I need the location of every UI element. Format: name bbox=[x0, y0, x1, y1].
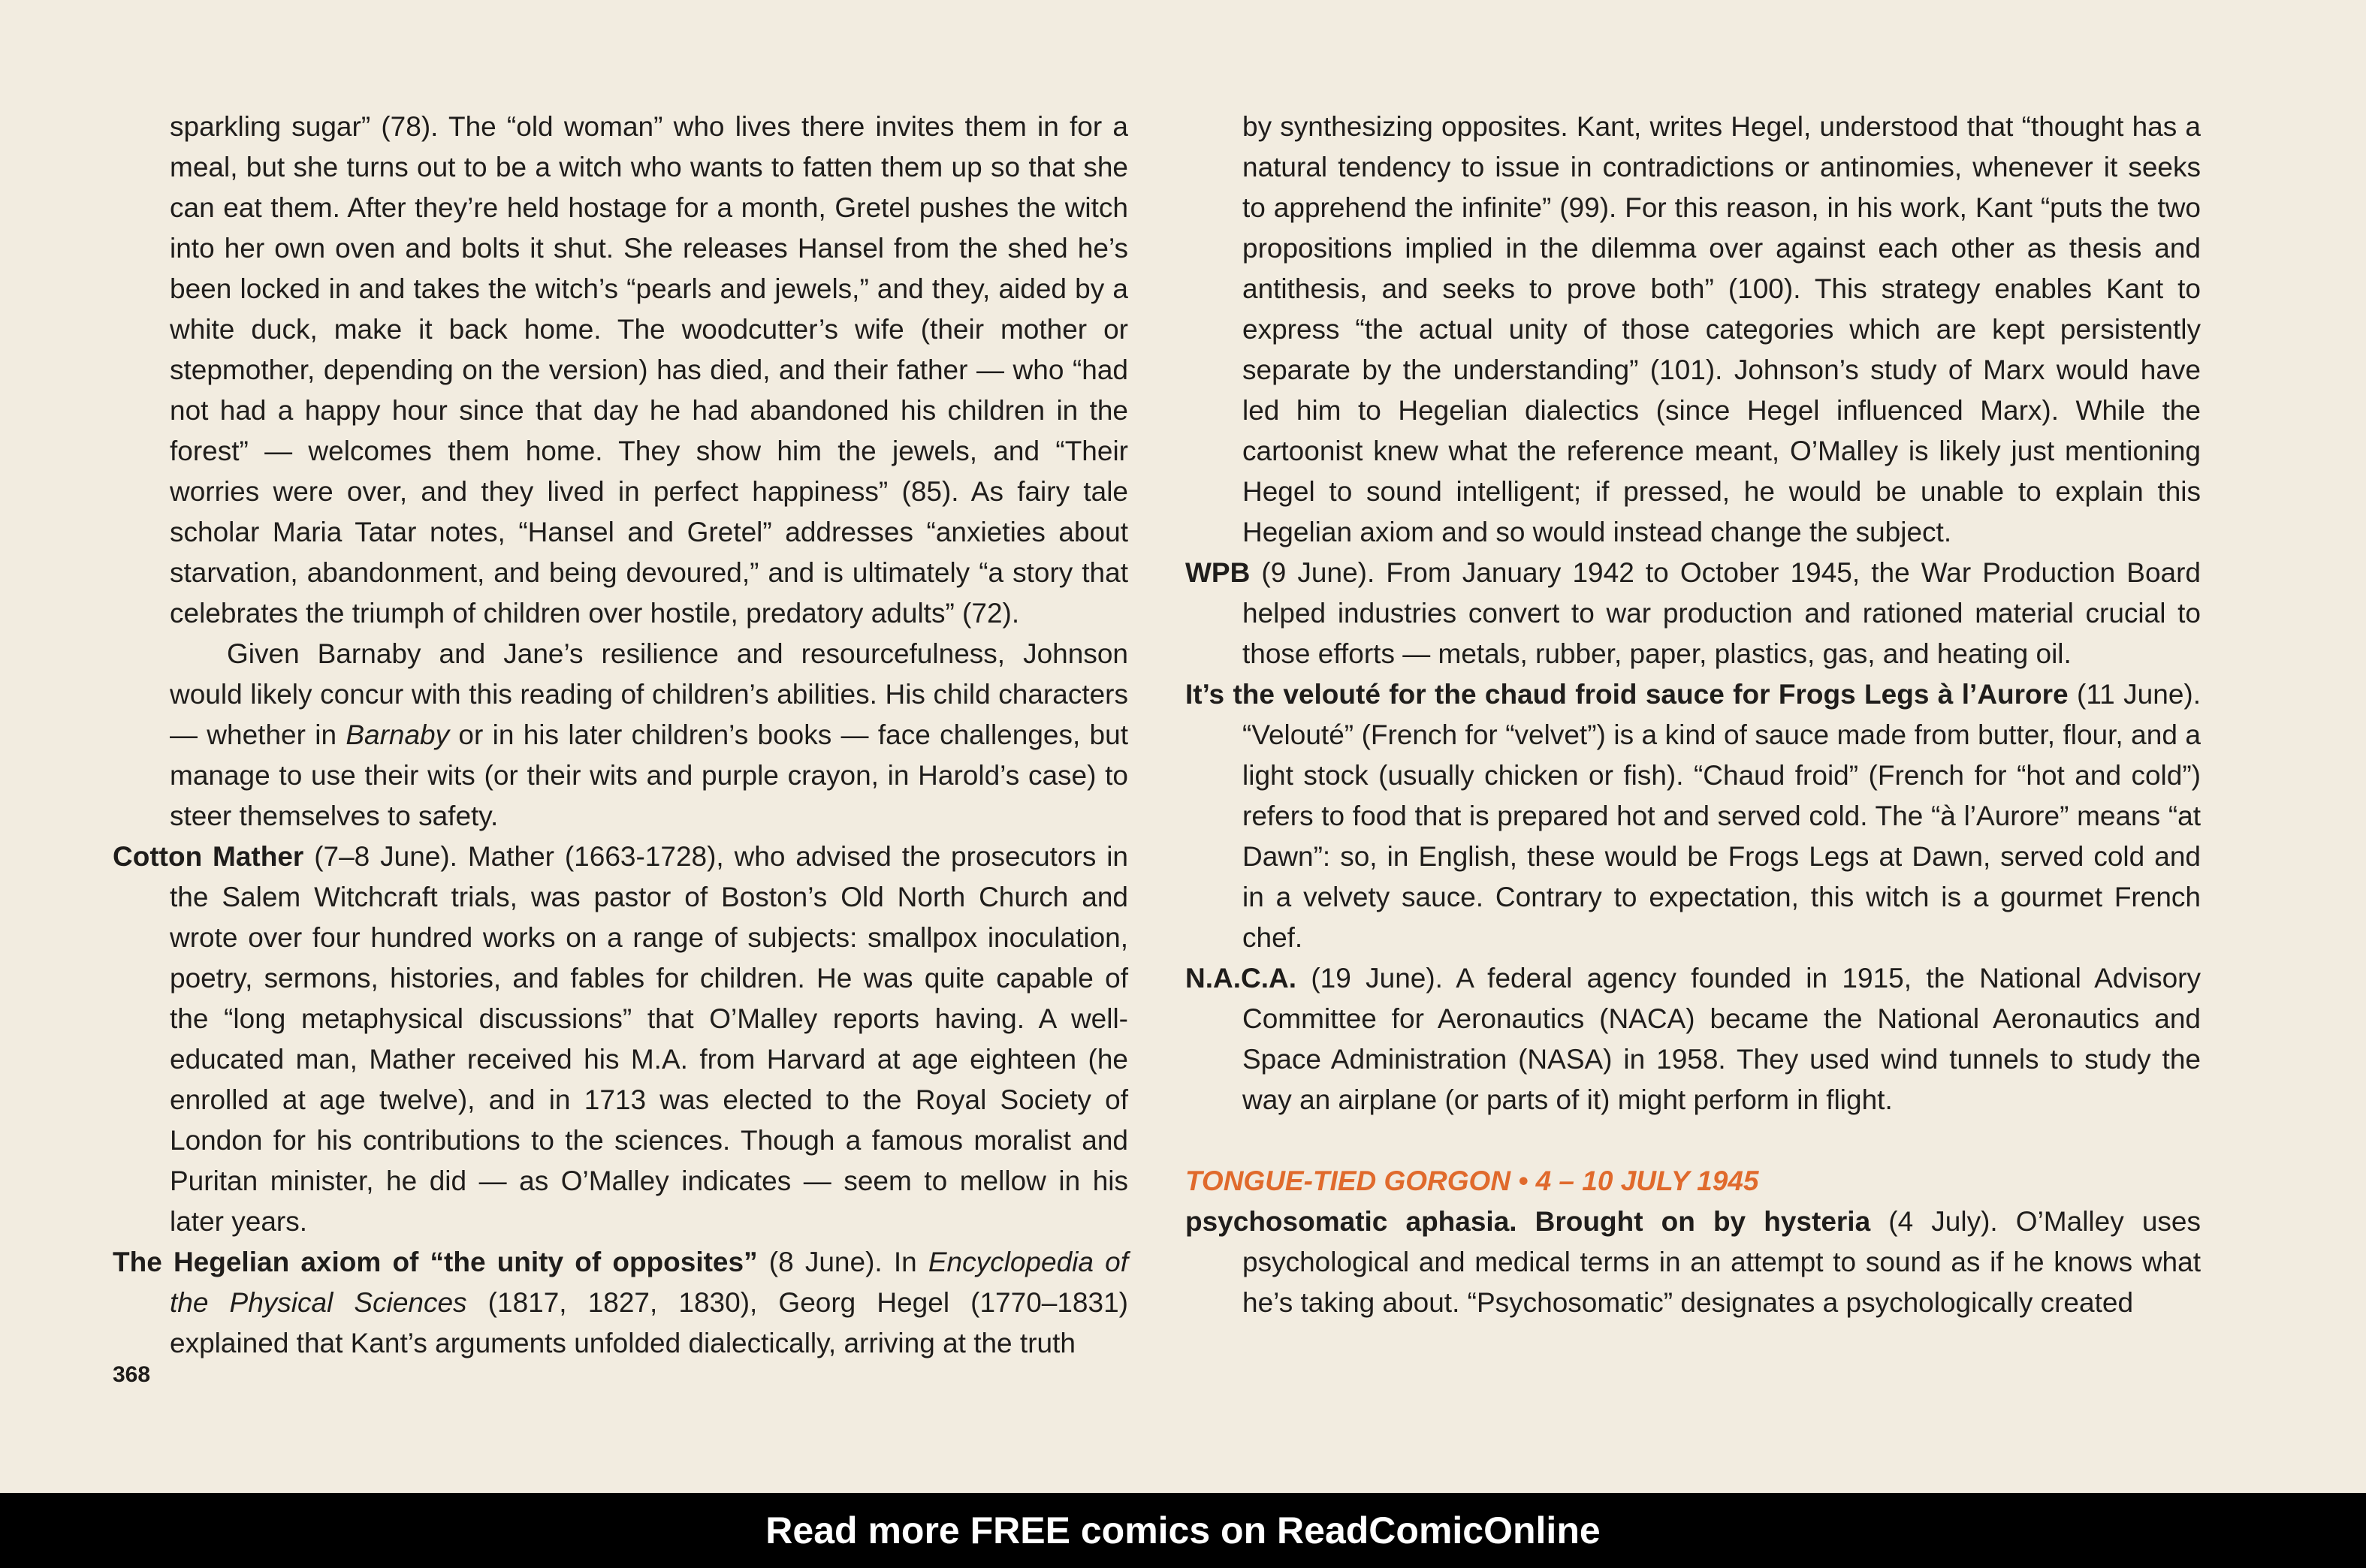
entry-term: It’s the velouté for the chaud froid sauce for Frogs Legs à l’Aurore bbox=[1185, 679, 2069, 710]
entry-naca bbox=[1185, 958, 2201, 1120]
encyclopedia-title: Encyclopedia of the Physical Sciences bbox=[170, 1247, 1128, 1318]
entry-text: (4 July). O’Malley uses psychological and medical terms in an attempt to sound as if he knows what he’s taking about. “Psychosomatic” designates a psychologically created bbox=[1242, 1206, 2201, 1318]
barnaby-text-b: or in his later children’s books — face challenges, but manage to use their wits (or their wits and purple crayon, in Harold’s case) to steer themselves to safety. bbox=[170, 719, 1128, 831]
section-spacer bbox=[1185, 1120, 2201, 1161]
entry-wpb bbox=[1185, 553, 2201, 674]
banner-text[interactable]: Read more FREE comics on ReadComicOnline bbox=[765, 1509, 1601, 1551]
section-heading: TONGUE-TIED GORGON • 4 – 10 JULY 1945 bbox=[1185, 1165, 1759, 1196]
entry-text: (8 June). In bbox=[757, 1247, 928, 1277]
page-number: 368 bbox=[113, 1362, 151, 1387]
barnaby-title: Barnaby bbox=[346, 719, 450, 750]
barnaby-text-a: Given Barnaby and Jane’s resilience and resourcefulness, Johnson would likely concur with this reading of children’s abilities. His child characters — whether in bbox=[170, 638, 1128, 750]
entry-text: (7–8 June). Mather (1663-1728), who advised the prosecutors in the Salem Witchcraft trials, was pastor of Boston’s Old North Church and wrote over four hundred works on a range of subjects: smallpox inoculation, poetry, sermons, histories, and fables for children. He was quite capable of the “long metaphysical discussions” that O’Malley reports having. A well-educated man, Mather received his M.A. from Harvard at age eighteen (he enrolled at age twelve), and in 1713 was elected to the Royal Society of London for his contributions to the sciences. Though a famous moralist and Puritan minister, he did — as O’Malley indicates — seem to mellow in his later years. bbox=[170, 841, 1128, 1237]
entry-text: (11 June). “Velouté” (French for “velvet”) is a kind of sauce made from butter, flour, and a light stock (usually chicken or fish). “Chaud froid” (French for “hot and cold”) refers to food that is prepared hot and served cold. The “à l’Aurore” means “at Dawn”: so, in English, these would be Frogs Legs at Dawn, served cold and in a velvety sauce. Contrary to expectation, this witch is a gourmet French chef. bbox=[1242, 679, 2201, 953]
left-column bbox=[113, 107, 1128, 1364]
hegel-continuation: by synthesizing opposites. Kant, writes Hegel, understood that “thought has a natural tendency to issue in contradictions or antinomies, whenever it seeks to apprehend the infinite” (99). For this reason, in his work, Kant “puts the two propositions implied in the dilemma over against each other as thesis and antithesis, and seeks to prove both” (100). This strategy enables Kant to express “the actual unity of those categories which are kept persistently separate by the understanding” (101). Johnson’s study of Marx would have led him to Hegelian dialectics (since Hegel influenced Marx). While the cartoonist knew what the reference meant, O’Malley is likely just mentioning Hegel to sound intelligent; if pressed, he would be unable to explain this Hegelian axiom and so would instead change the subject. bbox=[1242, 111, 2201, 547]
entry-text: (1817, 1827, 1830), Georg Hegel (1770–1831) explained that Kant’s arguments unfolded dialectically, arriving at the truth bbox=[170, 1287, 1128, 1358]
entry-term: WPB bbox=[1185, 557, 1251, 588]
entry-veloute bbox=[1185, 674, 2201, 958]
entry-text: (9 June). From January 1942 to October 1945, the War Production Board helped industries convert to war production and rationed material crucial to those efforts — metals, rubber, paper, plastics, gas, and heating oil. bbox=[1242, 557, 2201, 669]
right-column bbox=[1185, 107, 2201, 1323]
entry-cotton-mather bbox=[113, 837, 1128, 1242]
promo-banner[interactable] bbox=[0, 1493, 2366, 1568]
entry-hegelian-axiom bbox=[113, 1242, 1128, 1364]
entry-text: (19 June). A federal agency founded in 1915, the National Advisory Committee for Aeronautics (NACA) became the National Aeronautics and Space Administration (NASA) in 1958. They used wind tunnels to study the way an airplane (or parts of it) might perform in flight. bbox=[1242, 963, 2201, 1115]
entry-term: N.A.C.A. bbox=[1185, 963, 1296, 994]
entry-psychosomatic-aphasia bbox=[1185, 1202, 2201, 1323]
entry-term: Cotton Mather bbox=[113, 841, 304, 872]
entry-term: psychosomatic aphasia. Brought on by hysteria bbox=[1185, 1206, 1871, 1237]
hansel-gretel-paragraph: sparkling sugar” (78). The “old woman” who lives there invites them in for a meal, but she turns out to be a witch who wants to fatten them up so that she can eat them. After they’re held hostage for a month, Gretel pushes the witch into her own oven and bolts it shut. She releases Hansel from the shed he’s been locked in and takes the witch’s “pearls and jewels,” and they, aided by a white duck, make it back home. The woodcutter’s wife (their mother or stepmother, depending on the version) has died, and their father — who “had not had a happy hour since that day he had abandoned his children in the forest” — welcomes them home. They show him the jewels, and “Their worries were over, and they lived in perfect happiness” (85). As fairy tale scholar Maria Tatar notes, “Hansel and Gretel” addresses “anxieties about starvation, abandonment, and being devoured,” and is ultimately “a story that celebrates the triumph of children over hostile, predatory adults” (72). bbox=[170, 111, 1128, 629]
entry-term: The Hegelian axiom of “the unity of opposites” bbox=[113, 1247, 758, 1277]
barnaby-paragraph bbox=[113, 634, 1128, 837]
